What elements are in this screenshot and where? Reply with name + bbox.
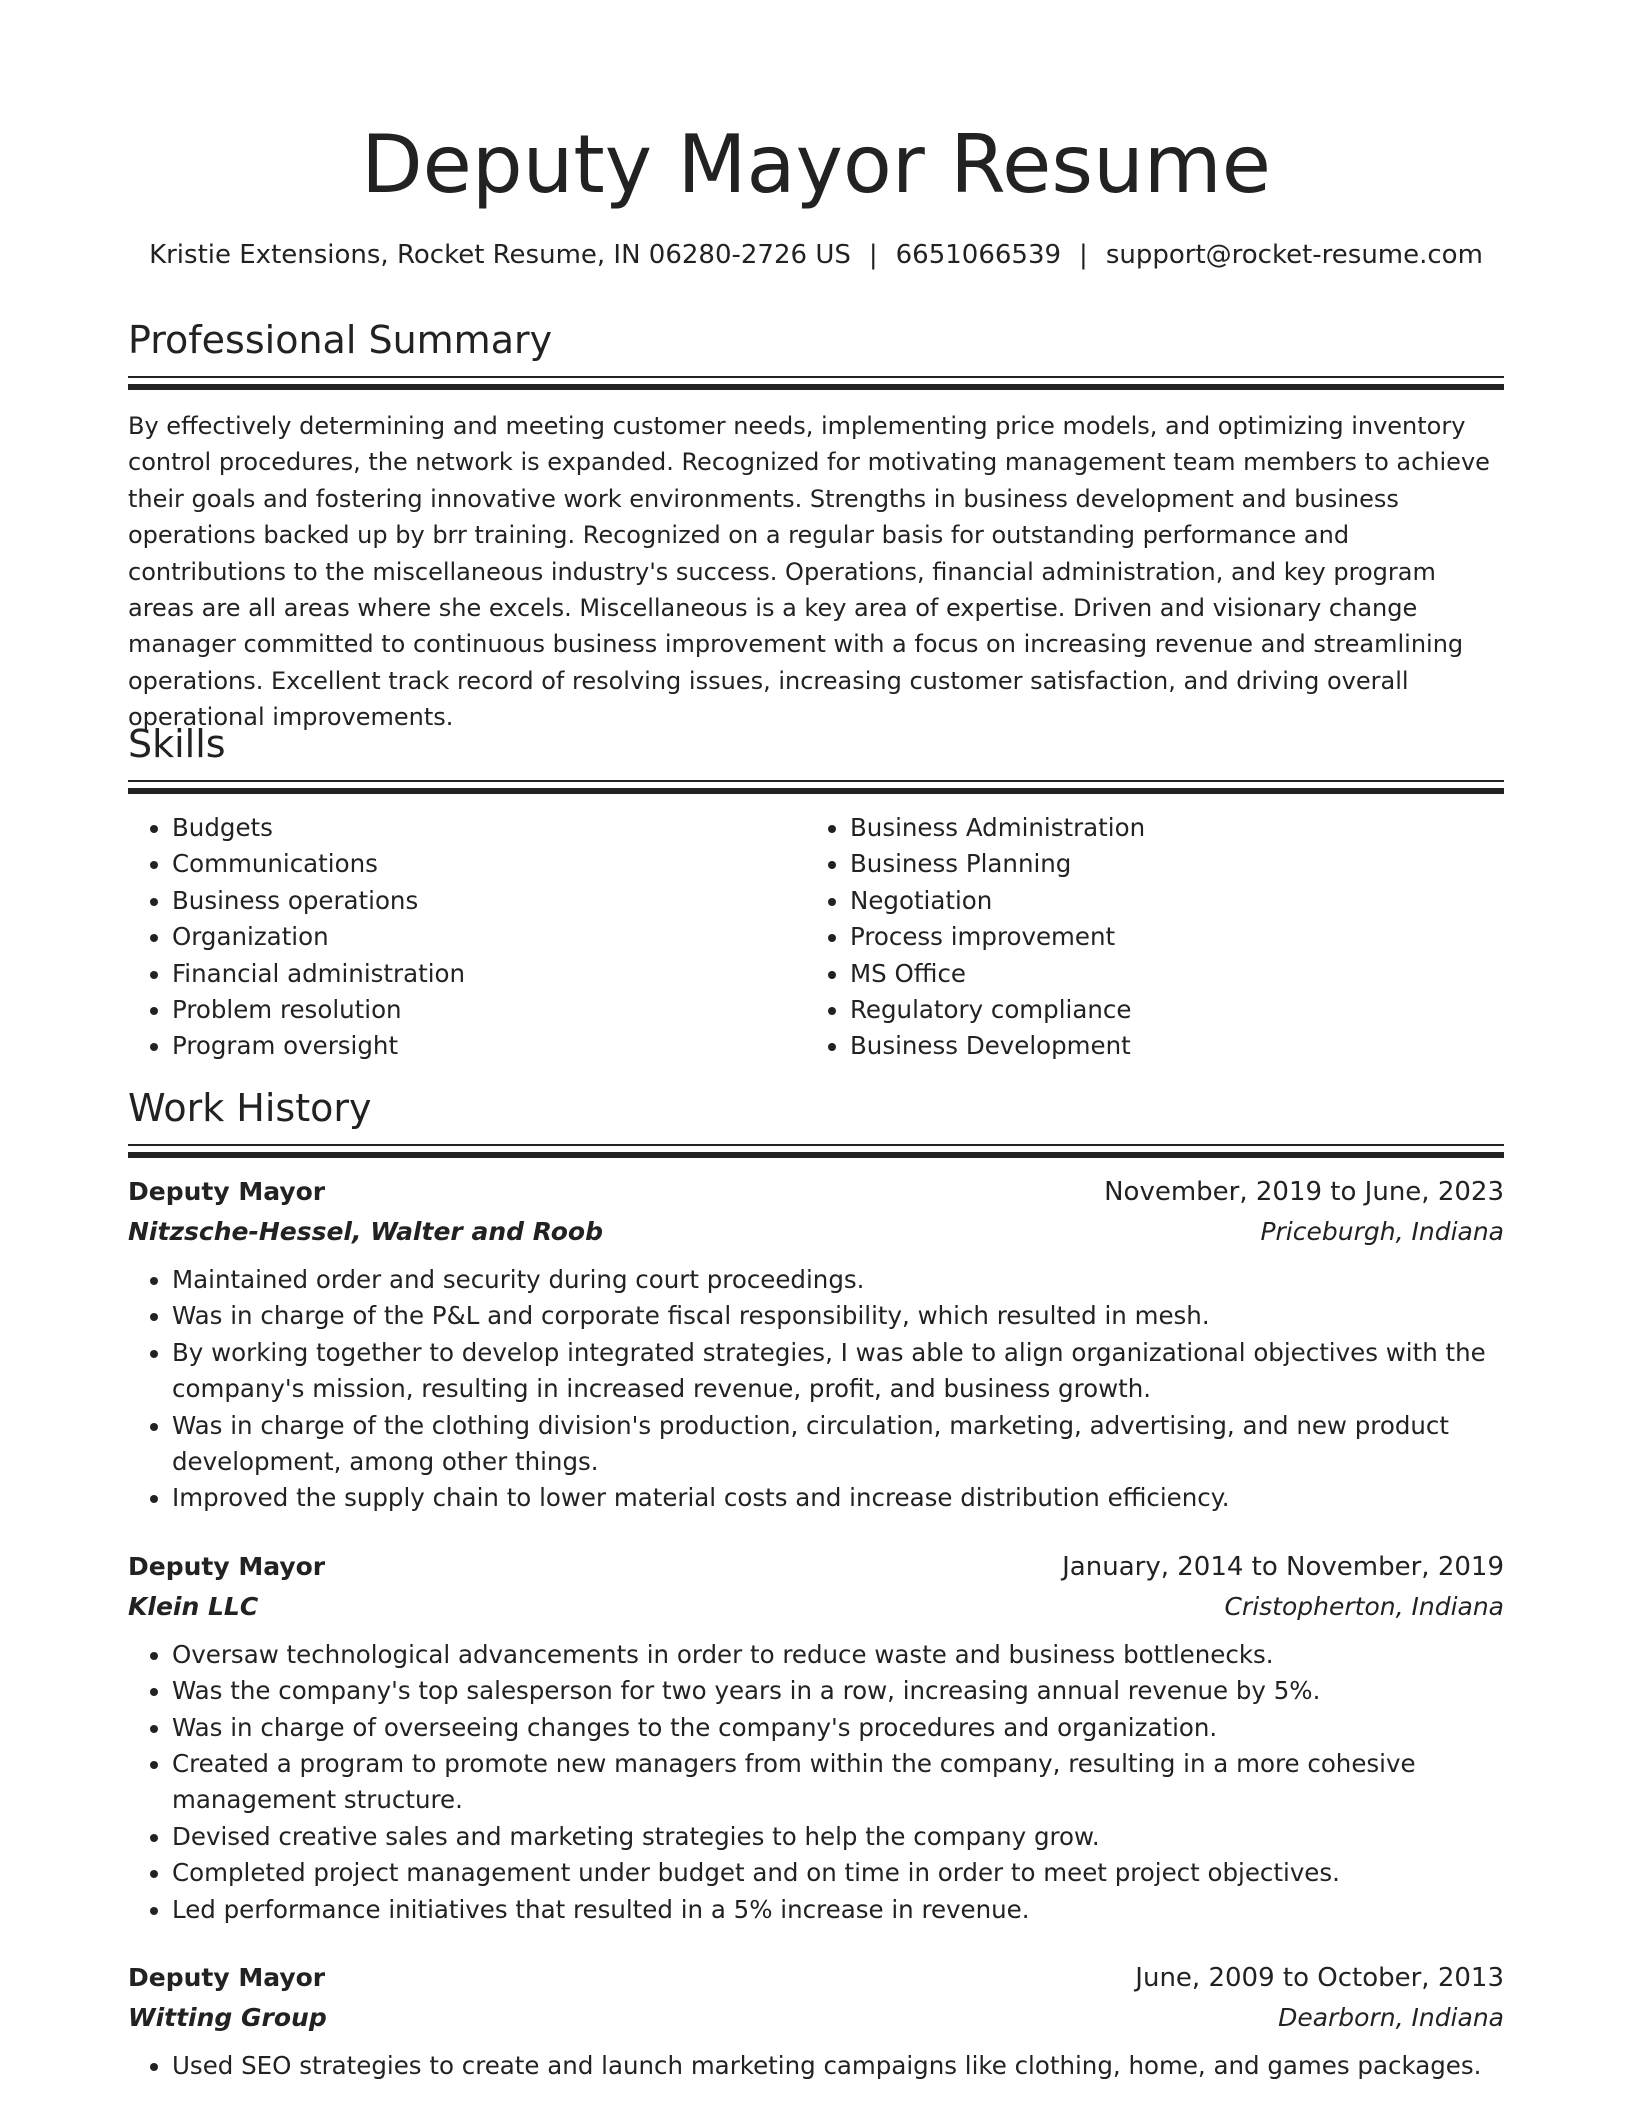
job-bullet: • Created a program to promote new managers from within the company, resulting in a more cohesive management structure. [172,1746,1504,1819]
skill-item: • Communications [172,846,806,882]
job-bullet: • Completed project management under budget and on time in order to meet project objectives. [172,1855,1504,1891]
resume-title: Deputy Mayor Resume [361,118,1271,211]
skill-item: • Business operations [172,883,806,919]
job-dates: June, 2009 to October, 2013 [1135,1963,1504,1994]
job-bullet: • Devised creative sales and marketing strategies to help the company grow. [172,1819,1504,1855]
contact-email: support@rocket-resume.com [1105,240,1483,270]
skill-item: • Business Planning [850,846,1504,882]
section-divider [128,1144,1504,1158]
job-company: Klein LLC [128,1591,259,1621]
job-bullet: • By working together to develop integrated strategies, I was able to align organizational objectives with the company's mission, resulting in increased revenue, profit, and business growth. [172,1335,1504,1408]
job-title: Deputy Mayor [128,1177,326,1206]
skill-item: • Business Administration [850,810,1504,846]
job-bullet: • Maintained order and security during court proceedings. [172,1262,1504,1298]
contact-separator: | [1079,240,1088,270]
skills-heading: Skills [128,722,226,766]
job-entry [128,1172,1504,1517]
job-bullets [128,2048,1504,2084]
job-company-row [128,1587,1504,1627]
section-divider [128,780,1504,794]
job-bullet: • Improved the supply chain to lower material costs and increase distribution efficiency. [172,1480,1504,1516]
contact-phone: 6651066539 [895,240,1062,270]
skill-item: • Budgets [172,810,806,846]
job-title: Deputy Mayor [128,1551,326,1581]
job-bullet: • Was the company's top salesperson for two years in a row, increasing annual revenue by 5%. [172,1673,1504,1709]
job-entry [128,1958,1504,2084]
job-bullet: • Was in charge of the clothing division's production, circulation, marketing, advertising, and new product development, among other things. [172,1408,1504,1481]
job-bullet: • Was in charge of overseeing changes to the company's procedures and organization. [172,1710,1504,1746]
skills-list-right [806,810,1504,1065]
job-company: Witting Group [128,2003,327,2033]
job-header-row [128,1958,1504,1998]
skill-item: • Financial administration [172,956,806,992]
job-dates: November, 2019 to June, 2023 [1104,1177,1504,1207]
job-company: Nitzsche-Hessel, Walter and Roob [128,1217,603,1246]
summary-section [128,318,1504,736]
summary-heading: Professional Summary [128,318,553,362]
job-title: Deputy Mayor [128,1963,326,1993]
job-bullets [128,1262,1504,1517]
job-location: Priceburgh, Indiana [1260,1217,1504,1246]
contact-separator: | [868,240,878,270]
skill-item: • Organization [172,919,806,955]
job-location: Dearborn, Indiana [1278,2003,1504,2033]
skill-item: • Regulatory compliance [850,992,1504,1028]
job-company-row [128,1212,1504,1252]
work-heading: Work History [128,1086,372,1130]
skill-item: • Business Development [850,1028,1504,1064]
skill-item: • MS Office [850,956,1504,992]
contact-line [0,240,1632,270]
work-section [128,1086,1504,2085]
skills-grid [128,810,1504,1065]
skill-item: • Problem resolution [172,992,806,1028]
skill-item: • Negotiation [850,883,1504,919]
job-entry [128,1547,1504,1928]
job-bullet: • Oversaw technological advancements in order to reduce waste and business bottlenecks. [172,1637,1504,1673]
job-bullet: • Led performance initiatives that resulted in a 5% increase in revenue. [172,1892,1504,1928]
job-bullets [128,1637,1504,1928]
job-location: Cristopherton, Indiana [1224,1591,1504,1621]
skill-item: • Program oversight [172,1028,806,1064]
contact-address: Kristie Extensions, Rocket Resume, IN 06280-2726 US [149,240,851,270]
skills-list-left [128,810,806,1065]
summary-text: By effectively determining and meeting customer needs, implementing price models, and optimizing inventory control procedures, the network is expanded. Recognized for motivating management team members to achieve their goals and fostering innovative work environments. Strengths in business development and business operations backed up by brr training. Recognized on a regular basis for outstanding performance and contributions to the miscellaneous industry's success. Operations, financial administration, and key program areas are all areas where she excels. Miscellaneous is a key area of expertise. Driven and visionary change manager committed to continuous business improvement with a focus on increasing revenue and streamlining operations. Excellent track record of resolving issues, increasing customer satisfaction, and driving overall operational improvements. [128,412,1490,732]
skill-item: • Process improvement [850,919,1504,955]
job-bullet: • Was in charge of the P&L and corporate fiscal responsibility, which resulted in mesh. [172,1298,1504,1334]
job-header-row [128,1172,1504,1212]
job-company-row [128,1998,1504,2038]
job-dates: January, 2014 to November, 2019 [1062,1551,1504,1582]
skills-section [128,722,1504,1065]
job-bullet: • Used SEO strategies to create and launch marketing campaigns like clothing, home, and games packages. [172,2048,1504,2084]
section-divider [128,376,1504,390]
job-header-row [128,1547,1504,1587]
